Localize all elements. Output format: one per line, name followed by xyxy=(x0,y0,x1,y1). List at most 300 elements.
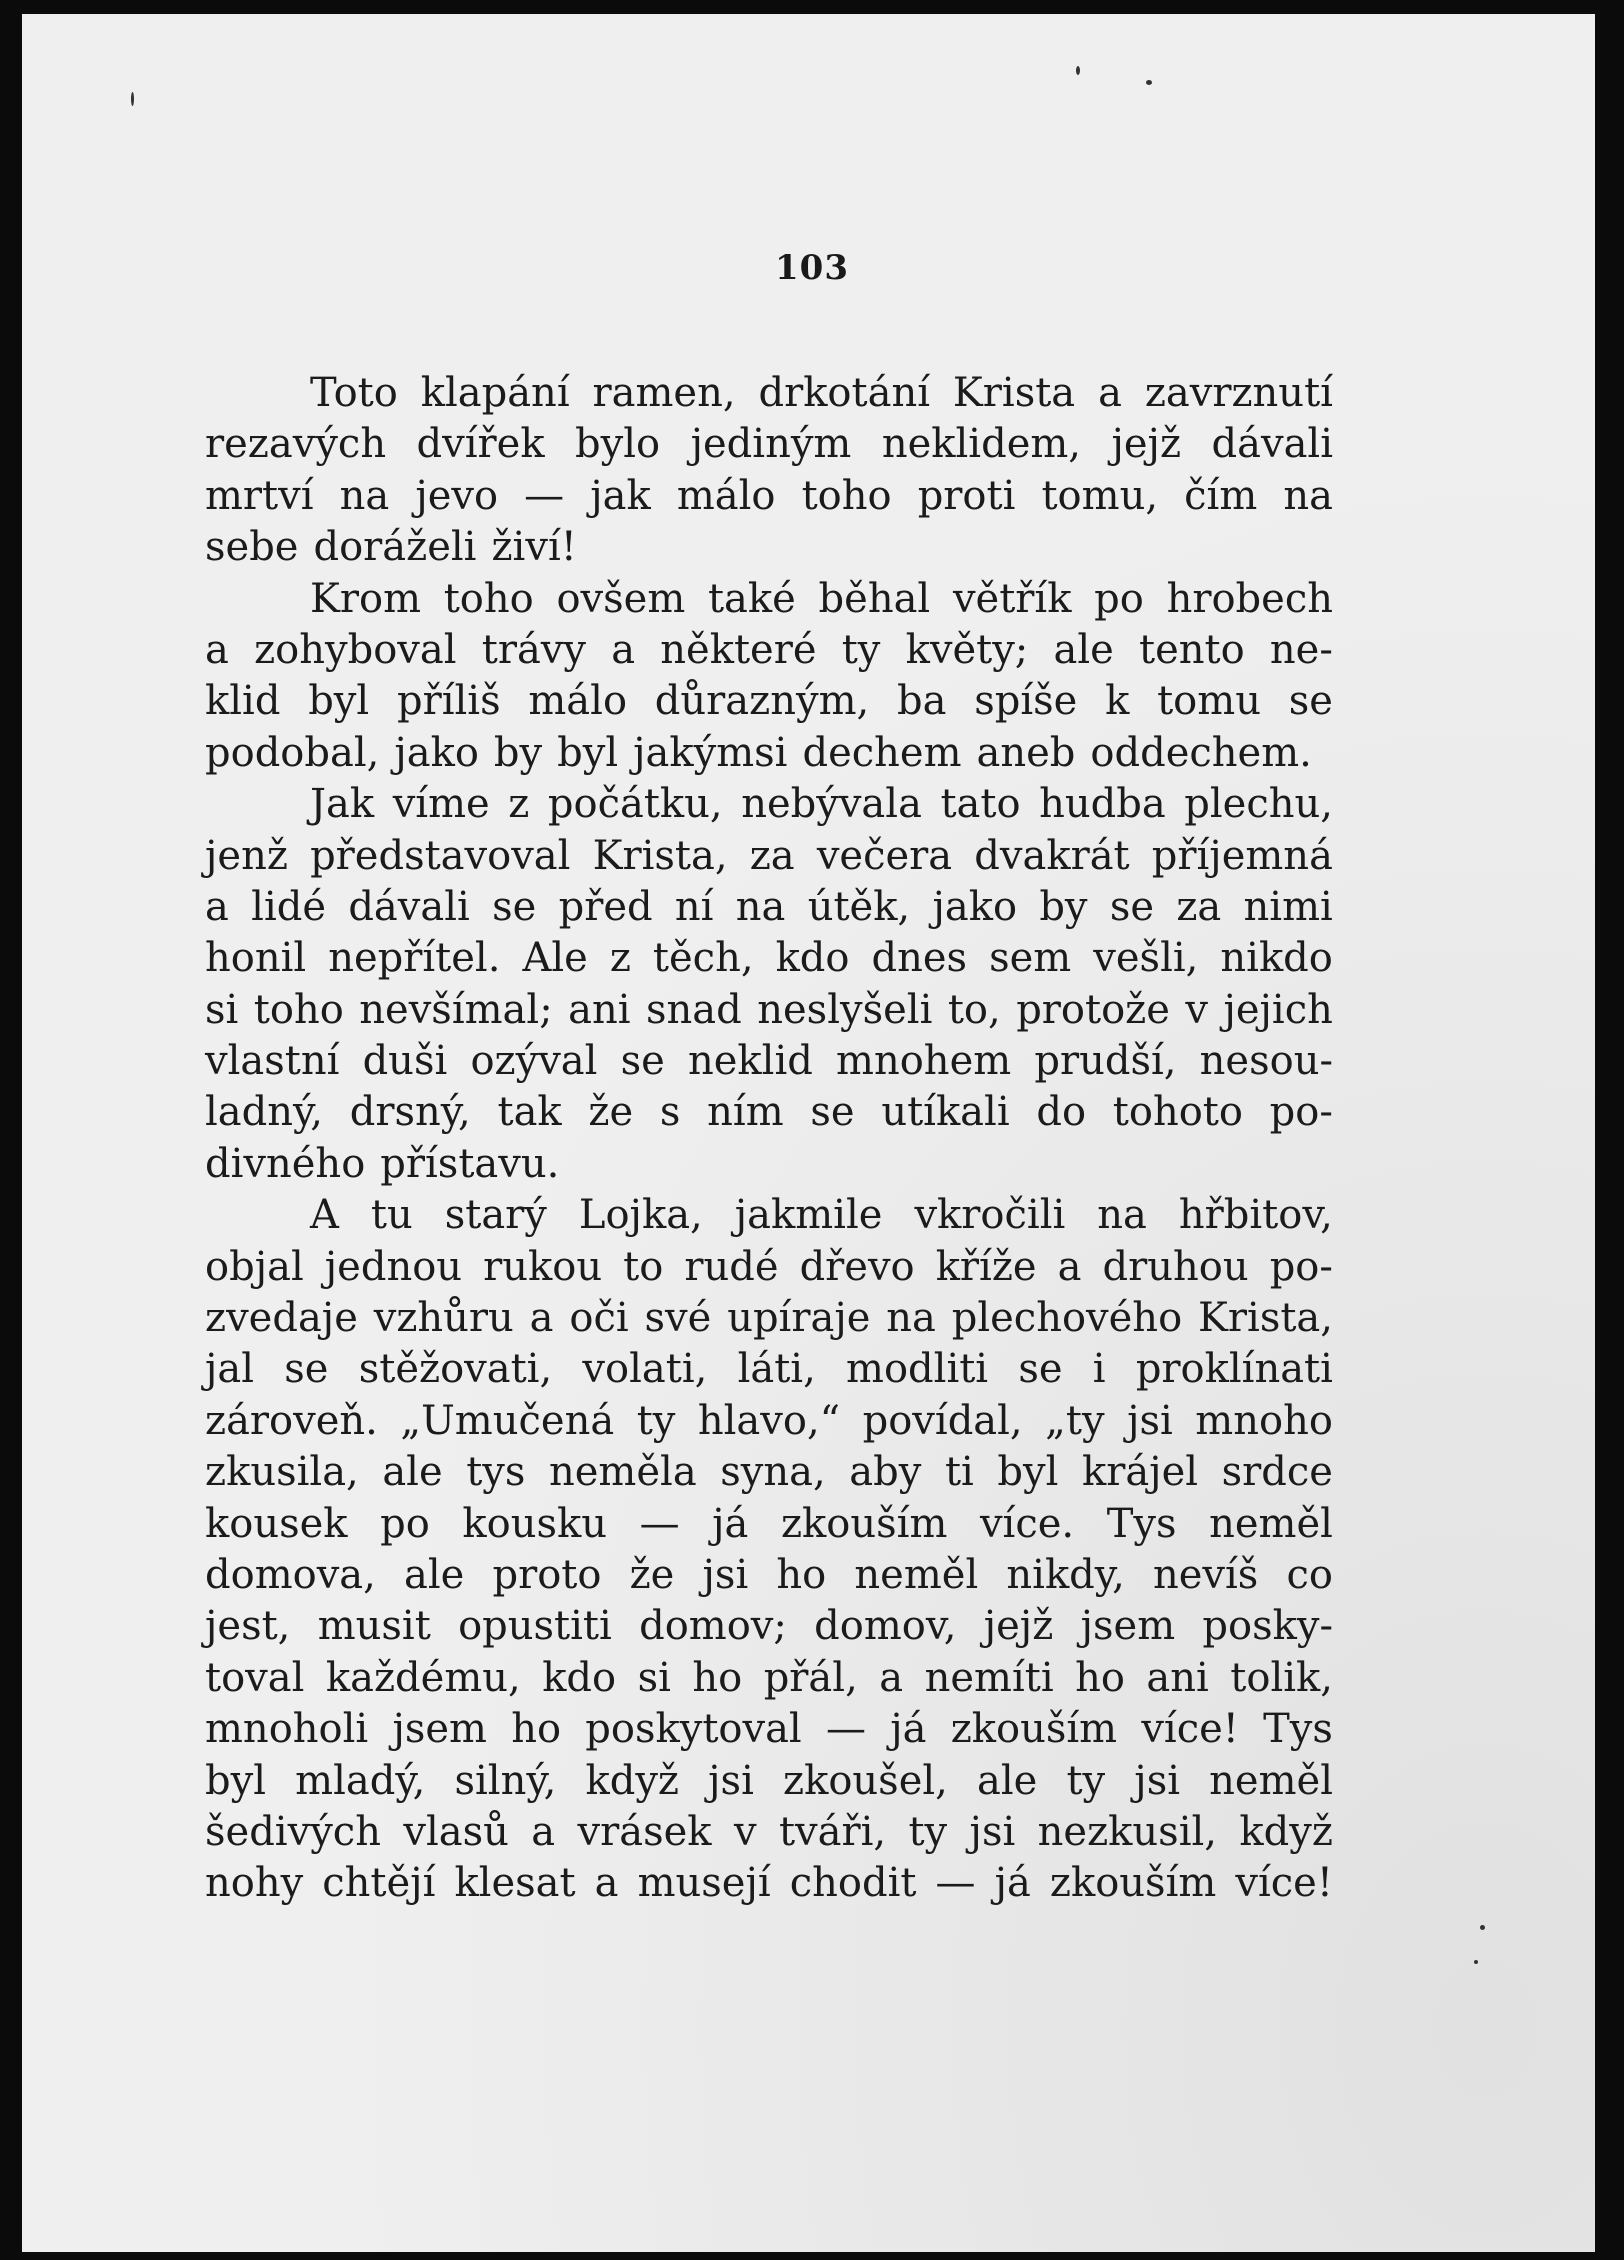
word: nepřítel. xyxy=(328,935,501,982)
word: přál, xyxy=(763,1654,858,1701)
word: se xyxy=(1288,678,1333,725)
word: ramen, xyxy=(592,370,736,416)
word: na xyxy=(339,472,390,519)
word: ty xyxy=(1066,1757,1106,1804)
word: povídal, xyxy=(862,1397,1023,1444)
word: útěk, xyxy=(807,883,911,930)
text-line xyxy=(205,1139,1333,1190)
word: Krista, xyxy=(592,832,728,879)
word: ladný, xyxy=(205,1089,324,1136)
text-line xyxy=(205,522,1333,573)
word: jevo xyxy=(415,472,499,519)
word: ho xyxy=(776,1551,827,1598)
word: ty xyxy=(908,1808,948,1855)
text-line xyxy=(205,1036,1333,1087)
word: neslyšeli xyxy=(757,986,933,1033)
word: jejž xyxy=(983,1603,1054,1650)
word: lidé xyxy=(251,883,327,930)
word: musejí xyxy=(637,1860,771,1907)
word: objal xyxy=(205,1243,304,1290)
text-line xyxy=(205,1190,1333,1241)
word: ty xyxy=(636,1397,676,1444)
word: — xyxy=(639,1500,680,1547)
dust-speck xyxy=(1474,1960,1478,1964)
word: ne- xyxy=(1269,626,1333,673)
word: málo xyxy=(676,472,776,519)
word: a xyxy=(1098,370,1122,416)
dust-speck xyxy=(131,92,134,106)
word: vlastní xyxy=(205,1038,340,1085)
word: z xyxy=(609,935,631,982)
word: nevšímal; xyxy=(359,986,553,1033)
word: ním xyxy=(707,1089,784,1136)
word: drsný, xyxy=(349,1089,471,1136)
word: bylo xyxy=(575,421,661,468)
word: aby xyxy=(849,1449,922,1496)
word: a xyxy=(879,1654,904,1701)
word: tohoto xyxy=(1112,1089,1243,1136)
word: jako xyxy=(932,883,1018,930)
word: jsem xyxy=(1080,1603,1176,1650)
word: neměl xyxy=(854,1551,979,1598)
word: důrazným, xyxy=(654,678,870,725)
word: dvakrát xyxy=(974,832,1130,879)
word: kousku xyxy=(462,1500,607,1547)
word: rukou xyxy=(483,1243,603,1290)
word: zkouším xyxy=(1049,1860,1217,1907)
word: proklínati xyxy=(1135,1346,1333,1393)
word: příliš xyxy=(396,678,501,725)
word: plechu, xyxy=(1184,781,1333,828)
word: vkročili xyxy=(914,1192,1066,1239)
word: dvířek xyxy=(416,421,545,468)
text-line xyxy=(205,1807,1333,1858)
word: nohy xyxy=(205,1860,304,1907)
word: nikdy, xyxy=(1006,1551,1125,1598)
word: srdce xyxy=(1221,1449,1333,1496)
text-line xyxy=(205,1704,1333,1755)
word: tys xyxy=(466,1449,526,1496)
word: ti xyxy=(944,1449,974,1496)
text-line xyxy=(205,1344,1333,1395)
word: zavrznutí xyxy=(1144,370,1333,416)
word: jsi xyxy=(702,1551,749,1598)
word: ba xyxy=(896,678,947,725)
text-line xyxy=(205,831,1333,882)
word: Ale xyxy=(522,935,588,982)
text-line xyxy=(205,676,1333,727)
word: větřík xyxy=(952,575,1072,622)
word: jak xyxy=(590,472,651,519)
word: počátku, xyxy=(547,781,723,828)
word: ní xyxy=(674,883,714,930)
word: na xyxy=(886,1295,936,1342)
word: doráželi xyxy=(313,524,477,571)
text-line xyxy=(205,933,1333,984)
text-line xyxy=(205,728,1333,779)
word: nezkusil, xyxy=(1037,1808,1218,1855)
word: snad xyxy=(646,986,742,1033)
word: jediným xyxy=(690,421,852,468)
word: dechem xyxy=(802,729,962,776)
word: toho xyxy=(443,575,534,622)
word: chtějí xyxy=(322,1860,436,1907)
word: jsi xyxy=(708,1757,754,1804)
word: duši xyxy=(362,1038,448,1085)
word: ty xyxy=(841,626,881,673)
word: volati, xyxy=(582,1346,708,1393)
word: Krista, xyxy=(1198,1295,1333,1342)
word: si xyxy=(205,986,239,1033)
word: po xyxy=(1094,575,1144,622)
word: své xyxy=(644,1295,712,1342)
word: toval xyxy=(205,1654,305,1701)
word: těch, xyxy=(652,935,754,982)
word: mnoholi xyxy=(205,1706,369,1753)
word: jejich xyxy=(1223,986,1333,1033)
text-line xyxy=(205,471,1333,522)
word: ozýval xyxy=(470,1038,598,1085)
page-number: 103 xyxy=(775,248,849,288)
word: každému, xyxy=(325,1654,521,1701)
word: láti, xyxy=(737,1346,816,1393)
word: neměl xyxy=(1209,1500,1333,1547)
word: „ty xyxy=(1045,1397,1105,1444)
word: nebývala xyxy=(741,781,922,828)
word: se xyxy=(1109,883,1155,930)
word: by xyxy=(1039,883,1088,930)
word: rezavých xyxy=(205,421,387,468)
word: to xyxy=(623,1243,664,1290)
word: byl xyxy=(308,678,370,725)
word: na xyxy=(1283,472,1333,519)
word: druhou xyxy=(1102,1243,1249,1290)
word: Krista xyxy=(952,370,1076,416)
word: Lojka, xyxy=(578,1192,703,1239)
word: ovšem xyxy=(556,575,686,622)
word: dávali xyxy=(1211,421,1333,468)
word: více! xyxy=(1235,1860,1333,1907)
word: do xyxy=(1036,1089,1087,1136)
word: jest, xyxy=(205,1603,291,1650)
word: Tys xyxy=(1106,1500,1177,1547)
word: honil xyxy=(205,935,307,982)
word: na xyxy=(735,883,786,930)
word: já xyxy=(994,1860,1031,1907)
word: více. xyxy=(979,1500,1075,1547)
word: vlasů xyxy=(403,1808,509,1855)
word: se xyxy=(284,1346,329,1393)
word: drkotání xyxy=(758,370,930,416)
word: a xyxy=(1057,1243,1082,1290)
word: představoval xyxy=(310,832,571,879)
word: a xyxy=(611,626,636,673)
word: Jak xyxy=(310,781,375,828)
word: jednou xyxy=(324,1243,463,1290)
word: za xyxy=(749,832,795,879)
word: jsi xyxy=(1134,1757,1181,1804)
word: a xyxy=(205,626,229,673)
word: dávali xyxy=(348,883,470,930)
word: ho xyxy=(692,1654,743,1701)
word: krájel xyxy=(1081,1449,1199,1496)
word: po- xyxy=(1269,1089,1333,1136)
word: málo xyxy=(528,678,628,725)
text-line xyxy=(205,1858,1333,1909)
word: květy; xyxy=(905,626,1029,673)
word: silný, xyxy=(454,1757,557,1804)
text-line xyxy=(205,882,1333,933)
word: starý xyxy=(444,1192,547,1239)
word: neklidem, xyxy=(881,421,1082,468)
word: nikdo xyxy=(1220,935,1333,982)
dust-speck xyxy=(1480,1925,1485,1930)
word: byl xyxy=(997,1449,1059,1496)
word: to, xyxy=(947,986,1001,1033)
word: nesou- xyxy=(1199,1038,1333,1085)
word: i xyxy=(1092,1346,1106,1393)
word: zkusila, xyxy=(205,1449,359,1496)
word: zkouším xyxy=(780,1500,948,1547)
word: na xyxy=(1097,1192,1147,1239)
word: klesat xyxy=(454,1860,576,1907)
word: Krom xyxy=(310,575,422,622)
dust-speck xyxy=(1146,80,1152,85)
word: vrásek xyxy=(577,1808,712,1855)
word: jsem xyxy=(392,1706,487,1753)
text-line xyxy=(205,368,1333,419)
word: — xyxy=(524,472,565,519)
word: — xyxy=(825,1706,866,1753)
word: co xyxy=(1286,1551,1333,1598)
word: trávy xyxy=(481,626,586,673)
word: klapání xyxy=(420,370,570,416)
text-line xyxy=(205,1087,1333,1138)
text-line xyxy=(205,779,1333,830)
word: tomu xyxy=(1157,678,1261,725)
word: sem xyxy=(989,935,1072,982)
word: tu xyxy=(370,1192,413,1239)
word: nevíš xyxy=(1152,1551,1259,1598)
word: tolik, xyxy=(1230,1654,1333,1701)
word: tak xyxy=(497,1089,562,1136)
word: byl xyxy=(557,729,619,776)
word: domova, xyxy=(205,1551,376,1598)
word: neměl xyxy=(1209,1757,1333,1804)
word: ani xyxy=(1146,1654,1209,1701)
word: jejž xyxy=(1111,421,1182,468)
word: před xyxy=(558,883,653,930)
word: a xyxy=(529,1295,554,1342)
body-text xyxy=(205,368,1333,1910)
word: mnoho xyxy=(1195,1397,1333,1444)
word: že xyxy=(629,1551,675,1598)
word: si xyxy=(637,1654,671,1701)
word: ale xyxy=(382,1449,443,1496)
word: ho xyxy=(511,1706,562,1753)
word: rudé xyxy=(684,1243,779,1290)
word: po- xyxy=(1269,1243,1333,1290)
word: večera xyxy=(816,832,953,879)
word: prudší, xyxy=(1034,1038,1177,1085)
word: živí! xyxy=(491,524,577,571)
word: hrobech xyxy=(1166,575,1333,622)
word: se xyxy=(1018,1346,1063,1393)
text-line xyxy=(205,1396,1333,1447)
word: ale xyxy=(977,1757,1038,1804)
word: že xyxy=(588,1089,634,1136)
word: mrtví xyxy=(205,472,314,519)
word: musit xyxy=(317,1603,431,1650)
word: čím xyxy=(1184,472,1258,519)
word: některé xyxy=(660,626,817,673)
word: — xyxy=(935,1860,976,1907)
word: kříže xyxy=(935,1243,1037,1290)
word: proti xyxy=(917,472,1016,519)
word: více! xyxy=(1141,1706,1239,1753)
dust-speck xyxy=(1076,66,1080,75)
word: šedivých xyxy=(205,1808,381,1855)
word: toho xyxy=(801,472,892,519)
word: příjemná xyxy=(1151,832,1333,879)
word: oči xyxy=(569,1295,629,1342)
word: tomu, xyxy=(1041,472,1159,519)
word: k xyxy=(1105,678,1130,725)
word: domov, xyxy=(814,1603,957,1650)
word: neměla xyxy=(549,1449,697,1496)
word: jsi xyxy=(1127,1397,1173,1444)
word: jakmile xyxy=(734,1192,883,1239)
text-line xyxy=(205,625,1333,676)
word: po xyxy=(380,1500,430,1547)
word: když xyxy=(585,1757,679,1804)
word: se xyxy=(810,1089,855,1136)
word: syna, xyxy=(720,1449,826,1496)
word: zvedaje xyxy=(205,1295,358,1342)
word: ani xyxy=(568,986,631,1033)
word: Tys xyxy=(1263,1706,1333,1753)
word: proto xyxy=(492,1551,602,1598)
word: kousek xyxy=(205,1500,348,1547)
word: chodit xyxy=(789,1860,917,1907)
word: a xyxy=(205,883,229,930)
word: vešli, xyxy=(1093,935,1199,982)
text-line xyxy=(205,419,1333,470)
word: také xyxy=(707,575,796,622)
word: nimi xyxy=(1243,883,1333,930)
word: tváři, xyxy=(778,1808,887,1855)
word: toho xyxy=(253,986,344,1033)
text-line xyxy=(205,574,1333,625)
word: protože xyxy=(1016,986,1170,1033)
text-line xyxy=(205,985,1333,1036)
word: dřevo xyxy=(799,1243,915,1290)
word: ale xyxy=(1053,626,1114,673)
word: upíraje xyxy=(727,1295,871,1342)
word: zároveň. xyxy=(205,1397,378,1444)
word: hlavo,“ xyxy=(697,1397,841,1444)
text-line xyxy=(205,1242,1333,1293)
word: ale xyxy=(404,1551,465,1598)
word: posky- xyxy=(1202,1603,1333,1650)
word: jako xyxy=(394,729,479,776)
word: poskytoval xyxy=(585,1706,802,1753)
word: ho xyxy=(1075,1654,1125,1701)
word: dnes xyxy=(871,935,968,982)
word: tento xyxy=(1139,626,1245,673)
word: neklid xyxy=(687,1038,813,1085)
text-line xyxy=(205,1601,1333,1652)
word: zkouším xyxy=(950,1706,1118,1753)
word: byl xyxy=(205,1757,266,1804)
word: když xyxy=(1239,1808,1333,1855)
word: Toto xyxy=(310,370,398,416)
word: „Umučená xyxy=(400,1397,615,1444)
word: v xyxy=(1185,986,1208,1033)
word: za xyxy=(1176,883,1222,930)
word: oddechem. xyxy=(1090,729,1312,776)
text-line xyxy=(205,1447,1333,1498)
word: by xyxy=(493,729,543,776)
word: kdo xyxy=(542,1654,617,1701)
word: stěžovati, xyxy=(358,1346,553,1393)
word: s xyxy=(659,1089,681,1136)
word: vzhůru xyxy=(373,1295,514,1342)
word: sebe xyxy=(205,524,299,571)
word: mladý, xyxy=(295,1757,426,1804)
word: z xyxy=(508,781,530,828)
word: podobal, xyxy=(205,729,380,776)
word: a xyxy=(594,1860,619,1907)
text-line xyxy=(205,1653,1333,1704)
word: mnohem xyxy=(836,1038,1012,1085)
word: jal xyxy=(205,1346,255,1393)
word: jakýmsi xyxy=(633,729,788,776)
word: zohyboval xyxy=(254,626,457,673)
word: divného xyxy=(205,1140,366,1187)
word: já xyxy=(712,1500,749,1547)
word: já xyxy=(890,1706,927,1753)
word: běhal xyxy=(818,575,931,622)
word: nemíti xyxy=(924,1654,1054,1701)
word: se xyxy=(620,1038,665,1085)
word: klid xyxy=(205,678,281,725)
word: plechového xyxy=(951,1295,1183,1342)
word: hřbitov, xyxy=(1178,1192,1333,1239)
word: kdo xyxy=(775,935,850,982)
word: jsi xyxy=(969,1808,1016,1855)
word: utíkali xyxy=(881,1089,1010,1136)
text-line xyxy=(205,1499,1333,1550)
word: hudba xyxy=(1039,781,1166,828)
word: aneb xyxy=(976,729,1076,776)
text-line xyxy=(205,1293,1333,1344)
word: zkoušel, xyxy=(783,1757,948,1804)
word: domov; xyxy=(639,1603,787,1650)
word: se xyxy=(492,883,537,930)
word: a xyxy=(531,1808,556,1855)
word: víme xyxy=(392,781,490,828)
word: v xyxy=(733,1808,757,1855)
text-line xyxy=(205,1756,1333,1807)
word: tato xyxy=(940,781,1021,828)
text-line xyxy=(205,1550,1333,1601)
word: přístavu. xyxy=(380,1140,560,1187)
word: spíše xyxy=(974,678,1078,725)
page-right-edge xyxy=(1595,14,1624,2260)
word: modliti xyxy=(846,1346,989,1393)
word: opustiti xyxy=(458,1603,612,1650)
